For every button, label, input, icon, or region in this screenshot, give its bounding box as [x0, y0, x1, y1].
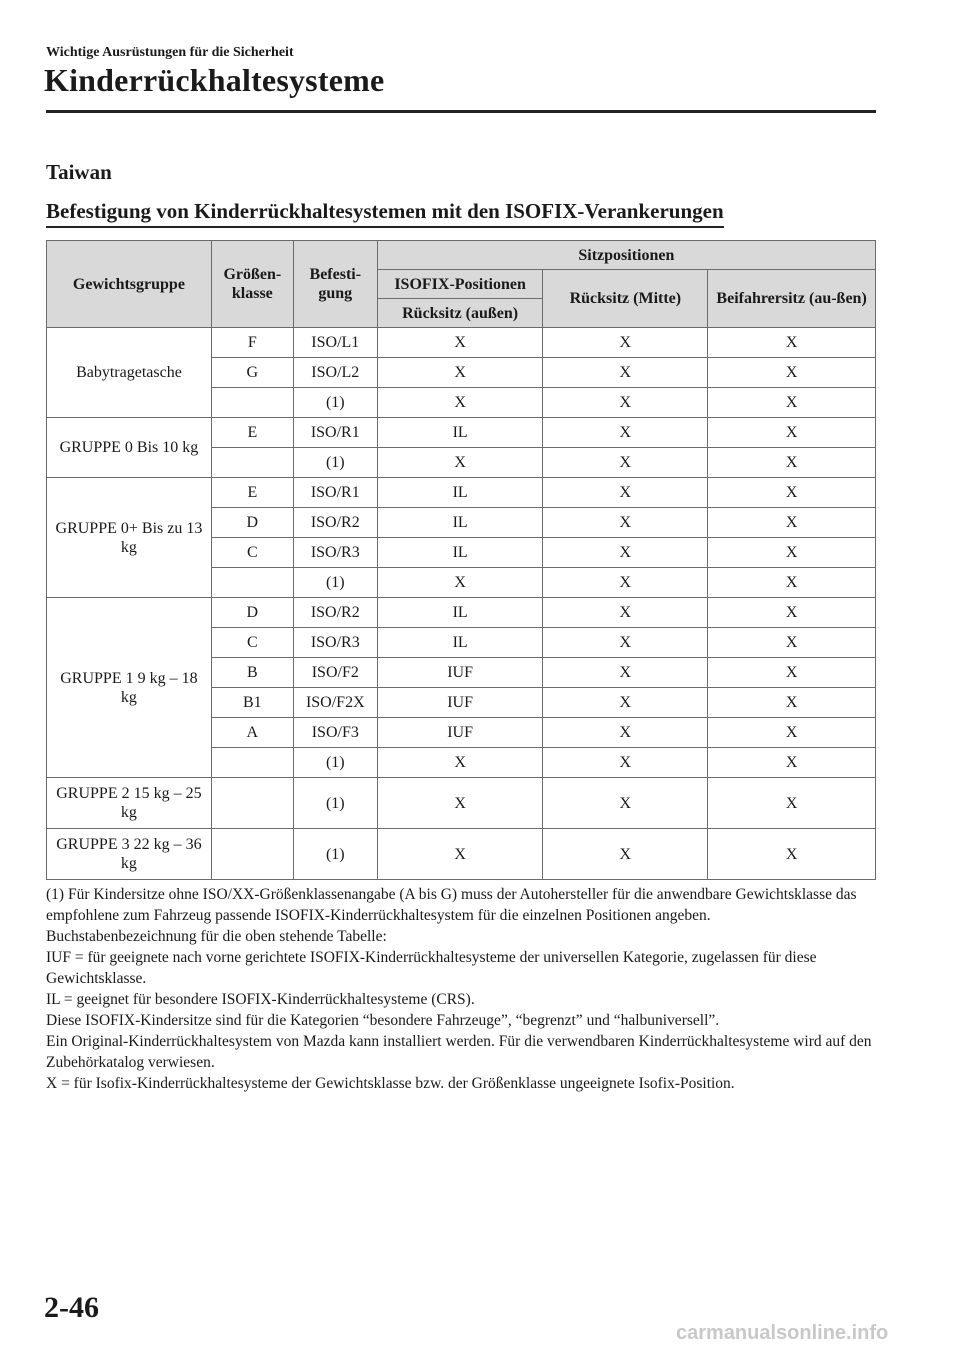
page-title: Kinderrückhaltesysteme	[44, 62, 385, 98]
cell-outer: IL	[377, 508, 543, 538]
cell-outer: X	[377, 778, 543, 829]
cell-fixture: ISO/L2	[293, 358, 377, 388]
cell-outer: X	[377, 328, 543, 358]
header-seat-positions: Sitzpositionen	[377, 241, 875, 270]
header-size-class: Größen-klasse	[211, 241, 293, 328]
cell-center: X	[543, 448, 708, 478]
footnote-line: Diese ISOFIX-Kindersitze sind für die Kategorien “besondere Fahrzeuge”, “begrenzt” und “halbuniversell”.	[46, 1012, 720, 1029]
cell-size: E	[211, 478, 293, 508]
cell-passenger: X	[708, 688, 876, 718]
cell-center: X	[543, 418, 708, 448]
weight-group-cell: GRUPPE 0+ Bis zu 13 kg	[47, 478, 212, 598]
cell-outer: IL	[377, 418, 543, 448]
table-body	[47, 328, 876, 880]
cell-outer: IUF	[377, 658, 543, 688]
cell-fixture: (1)	[293, 778, 377, 829]
cell-fixture: ISO/F3	[293, 718, 377, 748]
title-divider	[46, 110, 876, 113]
table-header	[47, 241, 876, 328]
weight-group-cell: GRUPPE 2 15 kg – 25 kg	[47, 778, 212, 829]
header-weight-group: Gewichtsgruppe	[47, 241, 212, 328]
cell-center: X	[543, 328, 708, 358]
cell-size: D	[211, 598, 293, 628]
header-isofix-positions: ISOFIX-Positionen	[377, 270, 543, 299]
cell-size: A	[211, 718, 293, 748]
cell-size	[211, 778, 293, 829]
section-label: Wichtige Ausrüstungen für die Sicherheit	[46, 45, 294, 60]
cell-fixture: ISO/R1	[293, 478, 377, 508]
footnote-line: IL = geeignet für besondere ISOFIX-Kinderrückhaltesysteme (CRS).	[46, 991, 475, 1008]
cell-passenger: X	[708, 718, 876, 748]
cell-size: F	[211, 328, 293, 358]
cell-passenger: X	[708, 568, 876, 598]
cell-passenger: X	[708, 418, 876, 448]
cell-center: X	[543, 478, 708, 508]
cell-center: X	[543, 778, 708, 829]
cell-size: G	[211, 358, 293, 388]
cell-fixture: ISO/F2	[293, 658, 377, 688]
cell-fixture: (1)	[293, 829, 377, 880]
cell-outer: IUF	[377, 688, 543, 718]
cell-size	[211, 568, 293, 598]
cell-outer: X	[377, 748, 543, 778]
header-rear-outer: Rücksitz (außen)	[377, 299, 543, 328]
cell-passenger: X	[708, 448, 876, 478]
table-row	[47, 478, 876, 508]
cell-outer: X	[377, 829, 543, 880]
cell-center: X	[543, 598, 708, 628]
cell-fixture: ISO/R1	[293, 418, 377, 448]
cell-fixture: ISO/R2	[293, 508, 377, 538]
cell-center: X	[543, 388, 708, 418]
cell-fixture: ISO/R3	[293, 628, 377, 658]
cell-fixture: (1)	[293, 388, 377, 418]
cell-passenger: X	[708, 598, 876, 628]
cell-passenger: X	[708, 478, 876, 508]
table-heading: Befestigung von Kinderrückhaltesystemen mit den ISOFIX-Verankerungen	[46, 199, 724, 228]
cell-fixture: ISO/L1	[293, 328, 377, 358]
cell-center: X	[543, 688, 708, 718]
cell-outer: IUF	[377, 718, 543, 748]
cell-center: X	[543, 748, 708, 778]
footnote-line: Buchstabenbezeichnung für die oben stehende Tabelle:	[46, 928, 387, 945]
cell-outer: X	[377, 358, 543, 388]
cell-center: X	[543, 718, 708, 748]
cell-outer: IL	[377, 628, 543, 658]
weight-group-cell: GRUPPE 3 22 kg – 36 kg	[47, 829, 212, 880]
table-row	[47, 778, 876, 829]
cell-passenger: X	[708, 829, 876, 880]
weight-group-cell: Babytragetasche	[47, 328, 212, 418]
table-row	[47, 829, 876, 880]
header-passenger: Beifahrersitz (au-ßen)	[708, 270, 876, 328]
cell-outer: IL	[377, 478, 543, 508]
cell-passenger: X	[708, 388, 876, 418]
cell-outer: X	[377, 568, 543, 598]
cell-passenger: X	[708, 538, 876, 568]
footnote-line: (1) Für Kindersitze ohne ISO/XX-Größenklassenangabe (A bis G) muss der Autohersteller für die anwendbare Gewichtsklasse das empfohlene zum Fahrzeug passende ISOFIX-Kinderrückhaltesystem für die einzelnen Positionen angeben.	[46, 886, 857, 924]
cell-passenger: X	[708, 748, 876, 778]
footnote-line: Ein Original-Kinderrückhaltesystem von Mazda kann installiert werden. Für die verwendbaren Kinderrückhaltesysteme wird auf den Zubehörkatalog verwiesen.	[46, 1033, 872, 1071]
cell-passenger: X	[708, 358, 876, 388]
cell-size: D	[211, 508, 293, 538]
cell-center: X	[543, 628, 708, 658]
cell-center: X	[543, 358, 708, 388]
watermark: carmanualsonline.info	[676, 1322, 889, 1344]
cell-size	[211, 748, 293, 778]
page-number: 2-46	[44, 1291, 99, 1324]
cell-passenger: X	[708, 658, 876, 688]
region-heading: Taiwan	[46, 160, 112, 184]
cell-fixture: ISO/R2	[293, 598, 377, 628]
footnotes	[46, 884, 876, 1094]
cell-size: B1	[211, 688, 293, 718]
footnote-line: X = für Isofix-Kinderrückhaltesysteme der Gewichtsklasse bzw. der Größenklasse ungeeignete Isofix-Position.	[46, 1075, 735, 1092]
cell-size: E	[211, 418, 293, 448]
cell-size	[211, 829, 293, 880]
footnote-line: IUF = für geeignete nach vorne gerichtete ISOFIX-Kinderrückhaltesysteme der universellen Kategorie, zugelassen für diese Gewichtsklasse.	[46, 949, 817, 987]
cell-center: X	[543, 658, 708, 688]
cell-outer: IL	[377, 598, 543, 628]
cell-center: X	[543, 538, 708, 568]
cell-outer: IL	[377, 538, 543, 568]
cell-size: B	[211, 658, 293, 688]
cell-passenger: X	[708, 628, 876, 658]
cell-size: C	[211, 628, 293, 658]
cell-passenger: X	[708, 778, 876, 829]
cell-size: C	[211, 538, 293, 568]
cell-fixture: ISO/F2X	[293, 688, 377, 718]
weight-group-cell: GRUPPE 0 Bis 10 kg	[47, 418, 212, 478]
cell-passenger: X	[708, 328, 876, 358]
cell-fixture: ISO/R3	[293, 538, 377, 568]
isofix-table	[46, 240, 876, 880]
header-fixture: Befesti-gung	[293, 241, 377, 328]
header-rear-center: Rücksitz (Mitte)	[543, 270, 708, 328]
cell-outer: X	[377, 388, 543, 418]
table-row	[47, 598, 876, 628]
cell-center: X	[543, 829, 708, 880]
cell-size	[211, 388, 293, 418]
weight-group-cell: GRUPPE 1 9 kg – 18 kg	[47, 598, 212, 778]
cell-passenger: X	[708, 508, 876, 538]
cell-fixture: (1)	[293, 448, 377, 478]
cell-outer: X	[377, 448, 543, 478]
cell-center: X	[543, 508, 708, 538]
cell-fixture: (1)	[293, 568, 377, 598]
cell-size	[211, 448, 293, 478]
table-row	[47, 418, 876, 448]
cell-fixture: (1)	[293, 748, 377, 778]
table-row	[47, 328, 876, 358]
cell-center: X	[543, 568, 708, 598]
